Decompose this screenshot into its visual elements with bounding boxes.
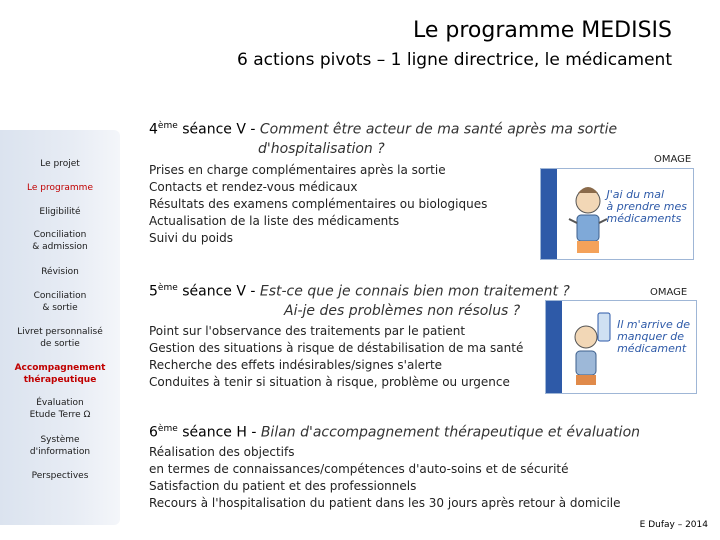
sidebar-item-projet[interactable] (0, 158, 120, 170)
footer-credit: E Dufay – 2014 (639, 520, 708, 530)
list-item: en termes de connaissances/compétences d'auto-soins et de sécurité (149, 462, 569, 476)
sidebar-item-conciliation-sortie[interactable] (0, 290, 120, 314)
omage-badge: OMAGE (654, 154, 692, 165)
list-item: Recherche des effets indésirables/signes s'alerte (149, 358, 443, 372)
list-item: Suivi du poids (149, 231, 234, 245)
list-item: Prises en charge complémentaires après la sortie (149, 163, 446, 177)
booklet-title: J'ai du mal à prendre mes médicaments (606, 188, 687, 225)
omage-badge: OMAGE (650, 287, 688, 298)
sidebar-item-perspectives[interactable] (0, 470, 120, 482)
session-number-suffix: ème (157, 283, 178, 293)
list-item: Satisfaction du patient et des professionnels (149, 479, 417, 493)
session-number: 4 (149, 121, 158, 138)
session-theme: Bilan d'accompagnement thérapeutique et évaluation (260, 424, 641, 441)
sidebar-item-conciliation-admission[interactable] (0, 229, 120, 253)
list-item: Gestion des situations à risque de déstabilisation de ma santé (149, 341, 524, 355)
sidebar-item-label: Conciliation & sortie (33, 291, 87, 313)
page-subtitle: 6 actions pivots – 1 ligne directrice, le médicament (237, 50, 672, 70)
session-number-suffix: ème (157, 121, 178, 131)
page-title: Le programme MEDISIS (413, 18, 672, 43)
sidebar-item-eligibilite[interactable] (0, 206, 120, 218)
session-6-title (149, 424, 640, 441)
list-item: Point sur l'observance des traitements par le patient (149, 324, 466, 338)
sidebar-item-label: Accompagnement thérapeutique (14, 363, 106, 385)
sidebar-item-label: Eligibilité (39, 207, 81, 217)
sidebar-item-label: Le projet (40, 159, 80, 169)
booklet-spine (541, 169, 557, 259)
session-theme: Comment être acteur de ma santé après ma sortie (259, 121, 618, 138)
list-item: Conduites à tenir si situation à risque, problème ou urgence (149, 375, 510, 389)
sidebar-item-livret[interactable] (0, 326, 120, 350)
sidebar-item-label: Perspectives (31, 471, 89, 481)
session-4-items (149, 162, 487, 247)
session-number: 6 (149, 424, 158, 441)
booklet-cover-image (540, 168, 694, 260)
session-4-title (149, 121, 617, 138)
patient-figure-icon (563, 179, 613, 255)
sidebar-item-evaluation[interactable] (0, 397, 120, 421)
list-item: Recours à l'hospitalisation du patient dans les 30 jours après retour à domicile (149, 496, 621, 510)
session-theme: Est-ce que je connais bien mon traitement ? (259, 283, 570, 300)
booklet-title: Il m'arrive de manquer de médicament (617, 318, 690, 355)
session-5-title-line2: Ai-je des problèmes non résolus ? (284, 303, 521, 319)
sidebar-item-label: Révision (41, 267, 79, 277)
session-5-items (149, 323, 523, 391)
sidebar-item-accompagnement[interactable] (0, 362, 120, 386)
session-4-title-line2: d'hospitalisation ? (258, 141, 385, 157)
patient-figure-icon (568, 309, 614, 389)
sidebar-item-revision[interactable] (0, 266, 120, 278)
list-item: Actualisation de la liste des médicaments (149, 214, 400, 228)
sidebar-item-label: Système d'information (29, 435, 91, 457)
session-5-title (149, 283, 570, 300)
list-item: Réalisation des objectifs (149, 445, 295, 459)
sidebar-item-label: Le programme (27, 183, 93, 193)
session-type: séance V - (177, 283, 260, 300)
session-type: séance H - (177, 424, 261, 441)
list-item: Résultats des examens complémentaires ou biologiques (149, 197, 488, 211)
session-number: 5 (149, 283, 158, 300)
booklet-spine (546, 301, 562, 393)
booklet-cover-image (545, 300, 697, 394)
sidebar-item-programme[interactable] (0, 182, 120, 194)
session-type: séance V - (177, 121, 260, 138)
list-item: Contacts et rendez-vous médicaux (149, 180, 358, 194)
sidebar-item-systeme-information[interactable] (0, 434, 120, 458)
session-number-suffix: ème (157, 424, 178, 434)
sidebar-item-label: Livret personnalisé de sortie (17, 327, 103, 349)
sidebar-item-label: Évaluation Etude Terre Ω (29, 398, 91, 420)
session-6-items (149, 444, 621, 512)
sidebar-item-label: Conciliation & admission (32, 230, 88, 252)
